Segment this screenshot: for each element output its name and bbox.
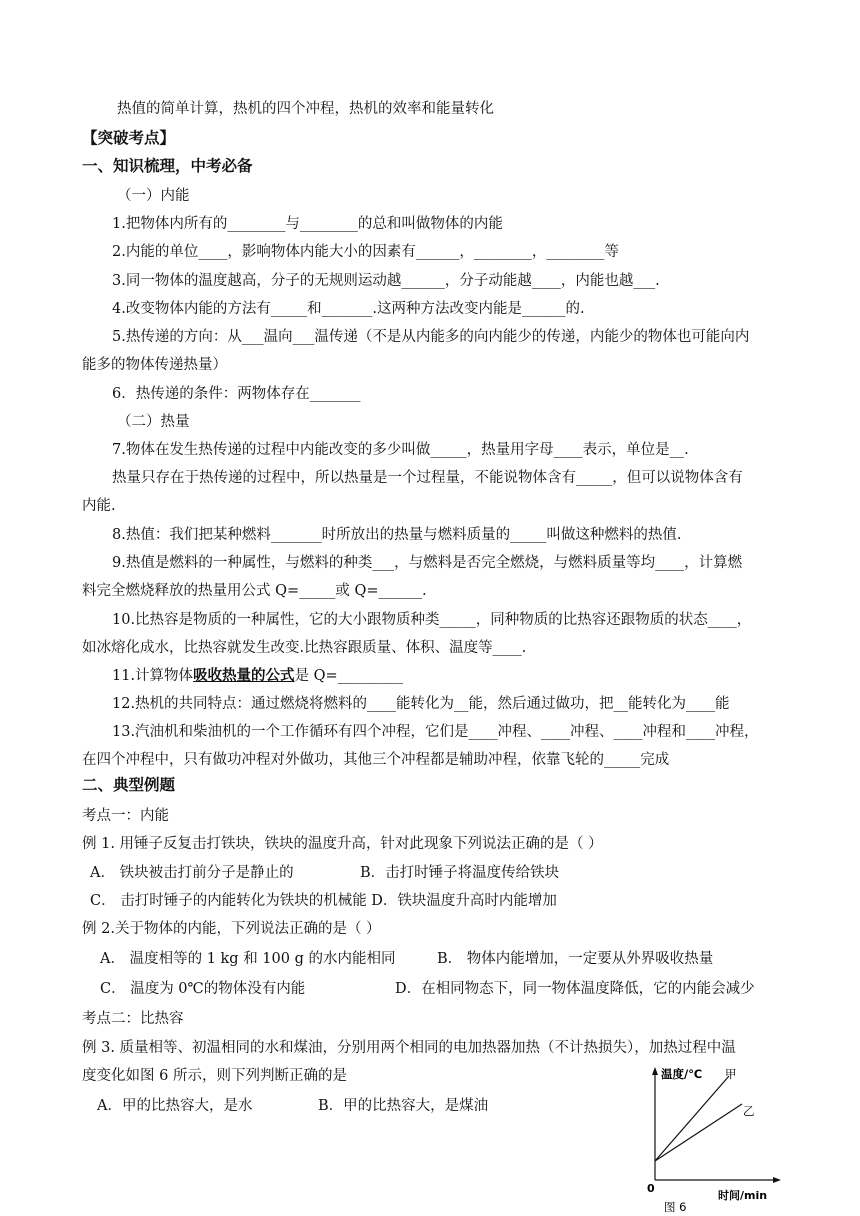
- example-3-option-b: B．甲的比热容大，是煤油: [318, 1098, 489, 1114]
- item-9-line-1: 9.热值是燃料的一种属性，与燃料的种类___，与燃料是否完全燃烧，与燃料质量等均____，计算燃: [112, 555, 743, 571]
- example-1-option-b: B．击打时锤子将温度传给铁块: [360, 865, 560, 881]
- example-1-option-a: A． 铁块被击打前分子是静止的: [90, 865, 294, 881]
- y-axis-label: 温度/℃: [661, 1067, 703, 1081]
- item-1: 1.把物体内所有的________与________的总和叫做物体的内能: [112, 216, 503, 232]
- example-3-line-1: 例 3. 质量相等、初温相同的水和煤油，分别用两个相同的电加热器加热（不计热损失），加热过程中温: [82, 1040, 736, 1056]
- item-2: 2.内能的单位____，影响物体内能大小的因素有______，________，________等: [112, 244, 619, 260]
- item-3: 3.同一物体的温度越高，分子的无规则运动越______，分子动能越____，内能也越___.: [112, 273, 660, 289]
- y-axis-arrow: [652, 1067, 658, 1075]
- section-tupo-heading: 【突破考点】: [82, 129, 176, 147]
- subheading-neineng: （一）内能: [117, 188, 190, 204]
- item-10-line-2: 如冰熔化成水，比热容就发生改变.比热容跟质量、体积、温度等____.: [82, 640, 527, 656]
- line-yi: [655, 1104, 742, 1161]
- heading-examples: 二、典型例题: [82, 776, 176, 794]
- item-11-emphasis: 吸收热量的公式: [193, 667, 295, 684]
- item-5-line-2: 能多的物体传递热量）: [82, 357, 227, 373]
- item-11: 11.计算物体吸收热量的公式是 Q=_________: [112, 667, 403, 684]
- example-2: 例 2.关于物体的内能，下列说法正确的是（ ）: [82, 921, 381, 937]
- example-1: 例 1. 用锤子反复击打铁块，铁块的温度升高，针对此现象下列说法正确的是（ ）: [82, 836, 603, 852]
- note-line-2: 内能.: [82, 498, 116, 514]
- heading-knowledge: 一、知识梳理，中考必备: [82, 157, 253, 175]
- example-3-line-2: 度变化如图 6 所示，则下列判断正确的是: [82, 1068, 347, 1084]
- figure-6-temperature-time-graph: [628, 1064, 788, 1214]
- example-2-option-a: A． 温度相等的 1 kg 和 100 g 的水内能相同: [100, 951, 396, 967]
- label-jia: 甲: [725, 1067, 737, 1081]
- item-7: 7.物体在发生热传递的过程中内能改变的多少叫做_____，热量用字母____表示，单位是__.: [112, 442, 689, 458]
- example-2-option-d: D．在相同物态下，同一物体温度降低，它的内能会减少: [395, 981, 755, 997]
- intro-line: 热值的简单计算，热机的四个冲程，热机的效率和能量转化: [117, 101, 494, 117]
- origin-label: 0: [647, 1182, 655, 1195]
- item-13-line-1: 13.汽油机和柴油机的一个工作循环有四个冲程，它们是____冲程、____冲程、____冲程和____冲程，: [112, 724, 759, 740]
- kaodian-2: 考点二：比热容: [82, 1011, 184, 1027]
- example-3-option-a: A．甲的比热容大，是水: [97, 1098, 253, 1114]
- item-8: 8.热值：我们把某种燃料_______时所放出的热量与燃料质量的_____叫做这种燃料的热值.: [112, 527, 682, 543]
- example-2-option-c: C． 温度为 0℃的物体没有内能: [100, 981, 306, 997]
- item-9-line-2: 料完全燃烧释放的热量用公式 Q=_____或 Q=______.: [82, 583, 427, 599]
- x-axis-arrow: [773, 1177, 781, 1183]
- item-13-line-2: 在四个冲程中，只有做功冲程对外做功，其他三个冲程都是辅助冲程，依靠飞轮的_____完成: [82, 752, 670, 768]
- label-yi: 乙: [743, 1104, 755, 1118]
- item-5-line-1: 5.热传递的方向：从___温向___温传递（不是从内能多的向内能少的传递，内能少的物体也可能向内: [112, 329, 750, 345]
- note-line-1: 热量只存在于热传递的过程中，所以热量是一个过程量，不能说物体含有_____，但可以说物体含有: [112, 470, 743, 486]
- figure-caption: 图 6: [664, 1200, 687, 1214]
- item-6: 6．热传递的条件：两物体存在_______: [112, 386, 361, 402]
- example-1-option-cd: C． 击打时锤子的内能转化为铁块的机械能 D．铁块温度升高时内能增加: [90, 893, 557, 909]
- item-12: 12.热机的共同特点：通过燃烧将燃料的____能转化为__能，然后通过做功，把__能转化为____能: [112, 696, 730, 712]
- line-jia: [655, 1076, 729, 1161]
- x-axis-label: 时间/min: [718, 1189, 768, 1202]
- subheading-reliang: （二）热量: [117, 414, 190, 430]
- example-2-option-b: B． 物体内能增加，一定要从外界吸收热量: [437, 951, 714, 967]
- item-10-line-1: 10.比热容是物质的一种属性，它的大小跟物质种类_____，同种物质的比热容还跟物质的状态____，: [112, 612, 752, 628]
- kaodian-1: 考点一：内能: [82, 808, 169, 824]
- item-4: 4.改变物体内能的方法有_____和_______.这两种方法改变内能是______的.: [112, 301, 585, 317]
